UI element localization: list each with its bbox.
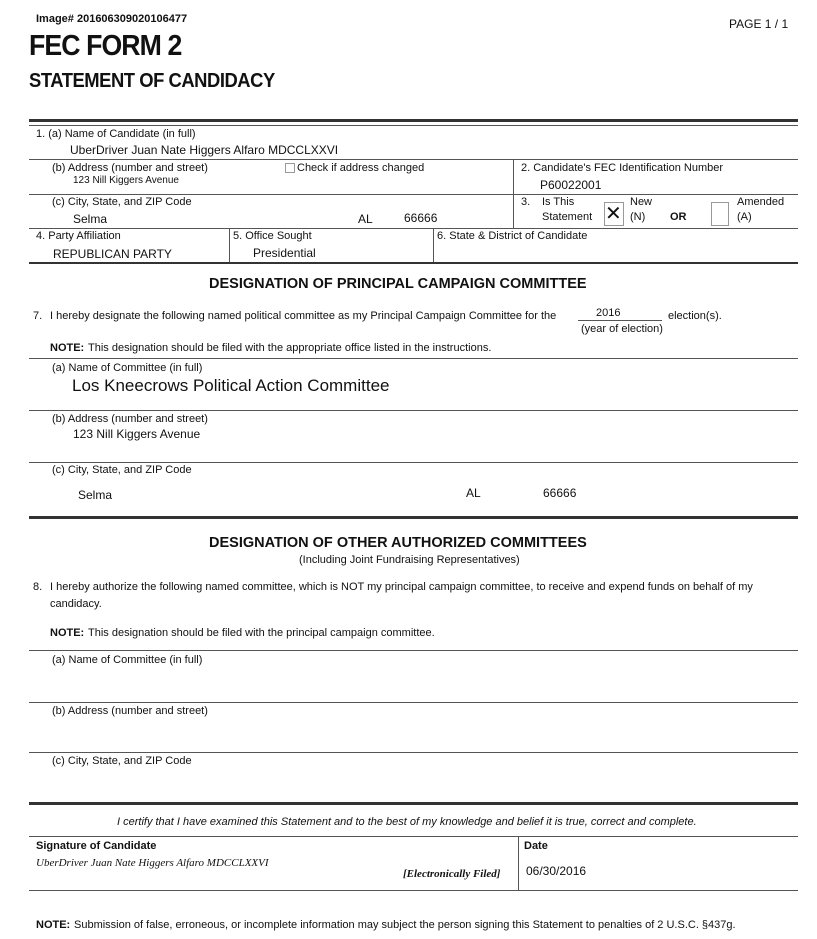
rule — [29, 194, 798, 195]
statement-is-label: Is This — [542, 196, 575, 208]
office-value[interactable]: Presidential — [253, 246, 316, 260]
new-checkmark: ✕ — [605, 203, 622, 225]
year-of-election-label: (year of election) — [581, 323, 663, 335]
rule — [29, 410, 798, 411]
other-note-label: NOTE: — [50, 627, 85, 639]
principal-statement-number: 7. — [33, 310, 43, 322]
amended-label: Amended — [737, 196, 785, 208]
rule — [29, 159, 798, 160]
committee-city[interactable]: Selma — [78, 488, 113, 502]
other-statement-line2: candidacy. — [50, 598, 102, 610]
candidate-csz-label: (c) City, State, and ZIP Code — [52, 196, 192, 208]
committee-address[interactable]: 123 Nill Kiggers Avenue — [73, 427, 201, 441]
other-address-label: (b) Address (number and street) — [52, 705, 208, 717]
or-label: OR — [670, 211, 687, 223]
party-value[interactable]: REPUBLICAN PARTY — [53, 247, 172, 261]
address-changed-checkbox[interactable] — [285, 163, 295, 173]
other-subheading: (Including Joint Fundraising Representatives) — [299, 554, 520, 566]
rule — [29, 802, 798, 805]
footer-note-text: Submission of false, erroneous, or incomplete information may subject the person signing this Statement to penalties of 2 U.S.C. §437g. — [74, 919, 736, 931]
district-label: 6. State & District of Candidate — [437, 230, 588, 242]
statement-number: 3. — [521, 196, 531, 208]
statement-word-label: Statement — [542, 211, 593, 223]
rule — [29, 125, 798, 126]
fec-id[interactable]: P60022001 — [540, 178, 602, 192]
office-label: 5. Office Sought — [233, 230, 312, 242]
candidate-zip[interactable]: 66666 — [404, 211, 438, 225]
other-name-label: (a) Name of Committee (in full) — [52, 654, 203, 666]
address-changed-label: Check if address changed — [297, 162, 425, 174]
other-heading: DESIGNATION OF OTHER AUTHORIZED COMMITTEES — [209, 535, 587, 551]
candidate-city[interactable]: Selma — [73, 212, 108, 226]
rule — [29, 119, 798, 122]
new-label: New — [630, 196, 653, 208]
rule — [29, 358, 798, 359]
committee-name[interactable]: Los Kneecrows Political Action Committee — [72, 376, 390, 395]
divider — [518, 836, 519, 890]
page-indicator: PAGE 1 / 1 — [729, 17, 789, 31]
candidate-state[interactable]: AL — [358, 212, 373, 226]
other-note-text: This designation should be filed with the principal campaign committee. — [88, 627, 435, 639]
year-underline — [578, 320, 662, 321]
principal-heading: DESIGNATION OF PRINCIPAL CAMPAIGN COMMITTEE — [209, 276, 587, 292]
other-statement-number: 8. — [33, 581, 43, 593]
rule — [29, 650, 798, 651]
form-title: FEC FORM 2 — [29, 30, 182, 62]
date-value[interactable]: 06/30/2016 — [526, 864, 587, 878]
fec-id-label: 2. Candidate's FEC Identification Number — [521, 162, 724, 174]
electronically-filed-label: [Electronically Filed] — [403, 868, 501, 880]
rule — [29, 836, 798, 837]
candidate-address[interactable]: 123 Nill Kiggers Avenue — [73, 175, 179, 186]
committee-zip[interactable]: 66666 — [543, 486, 577, 500]
committee-csz-label: (c) City, State, and ZIP Code — [52, 464, 192, 476]
amended-statement-checkbox[interactable] — [711, 202, 729, 226]
form-subtitle: STATEMENT OF CANDIDACY — [29, 70, 275, 92]
candidate-name-label: 1. (a) Name of Candidate (in full) — [36, 128, 196, 140]
candidate-address-label: (b) Address (number and street) — [52, 162, 208, 174]
candidate-name[interactable]: UberDriver Juan Nate Higgers Alfaro MDCCLXXVI — [70, 143, 339, 157]
rule — [29, 516, 798, 519]
rule — [29, 752, 798, 753]
party-label: 4. Party Affiliation — [36, 230, 121, 242]
elections-label: election(s). — [668, 310, 722, 322]
committee-address-label: (b) Address (number and street) — [52, 413, 208, 425]
rule — [29, 702, 798, 703]
footer-note-label: NOTE: — [36, 919, 71, 931]
rule — [29, 228, 798, 229]
amended-code: (A) — [737, 211, 752, 223]
divider — [229, 228, 230, 262]
principal-note-text: This designation should be filed with the appropriate office listed in the instructions. — [88, 342, 492, 354]
other-csz-label: (c) City, State, and ZIP Code — [52, 755, 192, 767]
new-code: (N) — [630, 211, 646, 223]
rule — [29, 262, 798, 264]
other-statement-line1: I hereby authorize the following named committee, which is NOT my principal campaign committee, to receive and expend funds on behalf of my — [50, 581, 753, 593]
signature[interactable]: UberDriver Juan Nate Higgers Alfaro MDCCLXXVI — [36, 857, 269, 869]
principal-note-label: NOTE: — [50, 342, 85, 354]
rule — [29, 890, 798, 891]
certification-text: I certify that I have examined this Statement and to the best of my knowledge and belief it is true, correct and complete. — [117, 816, 697, 828]
divider — [433, 228, 434, 262]
principal-statement: I hereby designate the following named political committee as my Principal Campaign Committee for the — [50, 310, 557, 322]
election-year[interactable]: 2016 — [596, 307, 621, 319]
signature-label: Signature of Candidate — [36, 840, 157, 852]
committee-state[interactable]: AL — [466, 486, 481, 500]
date-label: Date — [524, 840, 548, 852]
image-number: Image# 201606309020106477 — [36, 13, 188, 25]
rule — [29, 462, 798, 463]
committee-name-label: (a) Name of Committee (in full) — [52, 362, 203, 374]
